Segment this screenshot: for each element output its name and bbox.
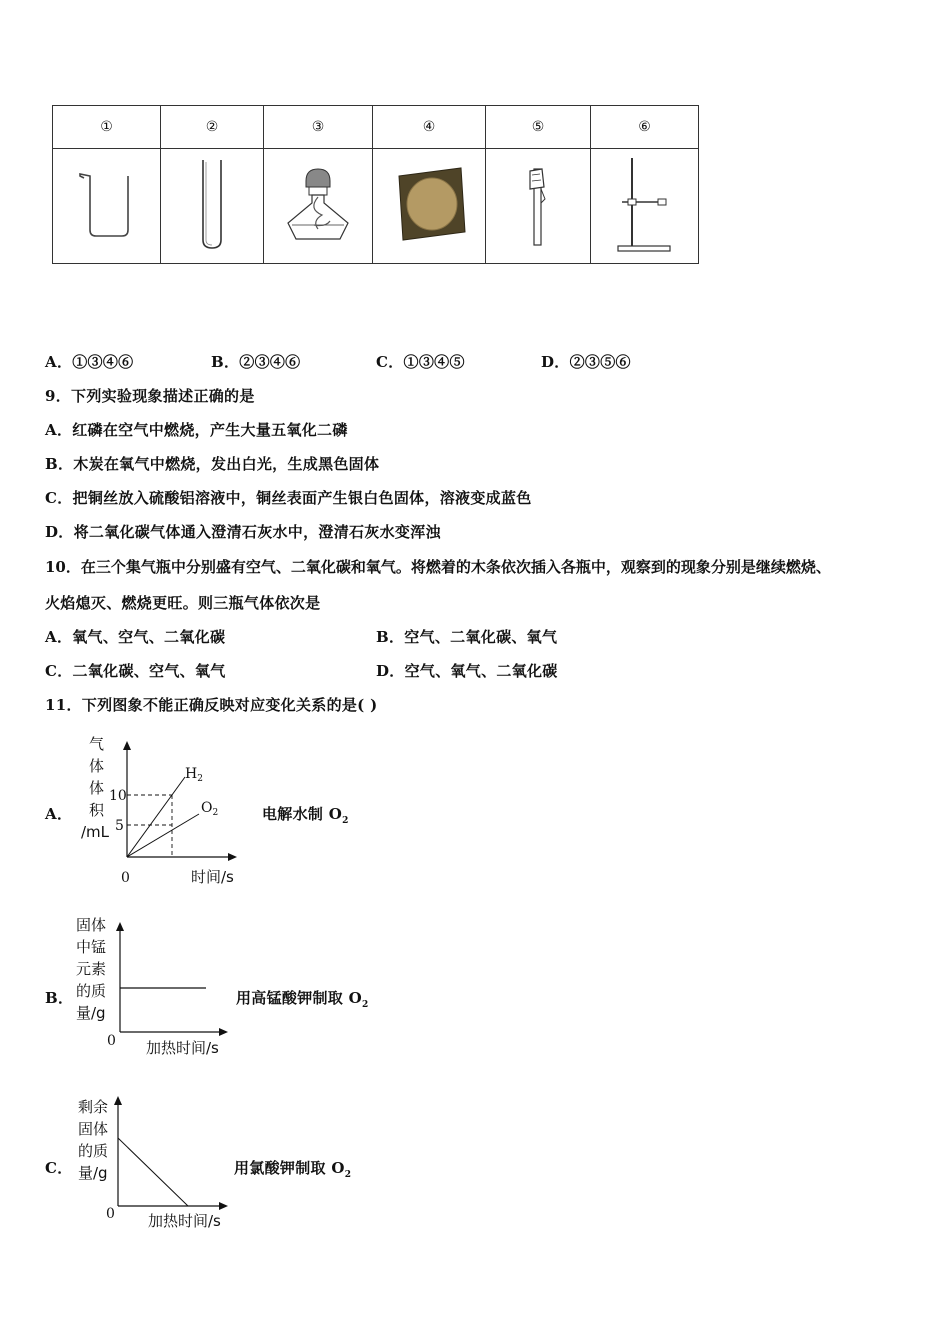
q10-option-c: C．二氧化碳、空气、氧气 xyxy=(45,662,226,680)
graph-c-y-arrow xyxy=(114,1096,122,1105)
col-header-2: ② xyxy=(161,106,264,149)
graph-b-ylabel-1: 固体 xyxy=(76,916,107,934)
graph-a-h2-line xyxy=(127,777,185,857)
graph-a-tick-5: 5 xyxy=(115,818,124,834)
asbestos-gauze-icon xyxy=(389,164,469,244)
apparatus-table xyxy=(52,105,699,264)
col-header-5: ⑤ xyxy=(486,106,591,149)
option-label: D． xyxy=(541,353,570,371)
graph-b-ylabel-2: 中锰 xyxy=(76,938,107,956)
q10-stem-line2: 火焰熄灭、燃烧更旺。则三瓶气体依次是 xyxy=(45,594,321,612)
cell-test-tube xyxy=(161,149,264,264)
q8-option-d xyxy=(541,351,631,372)
q9-option-b: B．木炭在氧气中燃烧，发出白光，生成黑色固体 xyxy=(45,455,380,473)
option-label: B． xyxy=(211,353,240,371)
graph-c-ylabel-1: 剩余 xyxy=(78,1098,109,1116)
graph-a-ylabel-4: 积 xyxy=(89,801,105,819)
option-text: ①③④⑤ xyxy=(403,353,465,371)
graph-c-data-line xyxy=(118,1138,188,1206)
graph-a xyxy=(75,735,250,890)
graph-a-caption: 电解水制 $O_2$ xyxy=(262,805,349,826)
alcohol-lamp-icon xyxy=(278,159,358,249)
col-header-6: ⑥ xyxy=(591,106,699,149)
q10-stem-line1: 10．在三个集气瓶中分别盛有空气、二氧化碳和氧气。将燃着的木条依次插入各瓶中，观察到的现象分别是继续燃烧、 xyxy=(45,558,831,576)
graph-b-ylabel-4: 的质 xyxy=(76,982,107,1000)
graph-a-x-arrow xyxy=(228,853,237,861)
beaker-icon xyxy=(72,164,142,244)
caption-text: 电解水制 O xyxy=(262,805,343,823)
cell-beaker xyxy=(53,149,161,264)
subscript: 2 xyxy=(212,808,219,818)
col-header-1: ① xyxy=(53,106,161,149)
q11-stem: 11．下列图象不能正确反映对应变化关系的是( ) xyxy=(45,696,378,714)
graph-c-caption: 用氯酸钾制取 $O_2$ xyxy=(234,1159,352,1180)
graph-c-ylabel-4: 量/g xyxy=(78,1164,108,1182)
cell-alcohol-lamp xyxy=(264,149,373,264)
graph-b xyxy=(70,910,240,1065)
q8-option-a xyxy=(45,351,133,372)
graph-a-ylabel-5: /mL xyxy=(81,823,110,841)
graph-c-origin: 0 xyxy=(106,1206,115,1222)
graph-a-series-o2: $O_2$ xyxy=(201,800,219,818)
q10-option-b: B．空气、二氧化碳、氧气 xyxy=(376,628,558,646)
caption-text: 用氯酸钾制取 O xyxy=(234,1159,345,1177)
graph-b-origin: 0 xyxy=(107,1033,116,1049)
cell-asbestos-gauze xyxy=(373,149,486,264)
graph-b-xlabel: 加热时间/s xyxy=(146,1039,219,1057)
cell-test-tube-holder xyxy=(486,149,591,264)
q8-option-c xyxy=(376,351,465,372)
graph-c-ylabel-2: 固体 xyxy=(78,1120,109,1138)
cell-iron-stand xyxy=(591,149,699,264)
q9-option-c: C．把铜丝放入硫酸铝溶液中，铜丝表面产生银白色固体，溶液变成蓝色 xyxy=(45,489,532,507)
test-tube-icon xyxy=(192,154,232,254)
graph-a-label: A． xyxy=(45,805,73,823)
graph-a-ylabel-3: 体 xyxy=(89,779,105,797)
graph-c xyxy=(70,1090,240,1235)
test-tube-holder-icon xyxy=(518,159,558,249)
graph-b-ylabel-5: 量/g xyxy=(76,1004,106,1022)
graph-b-ylabel-3: 元素 xyxy=(76,960,107,978)
col-header-4: ④ xyxy=(373,106,486,149)
graph-c-x-arrow xyxy=(219,1202,228,1210)
iron-stand-icon xyxy=(610,152,680,256)
q10-option-d: D．空气、氧气、二氧化碳 xyxy=(376,662,558,680)
q9-option-a: A．红磷在空气中燃烧，产生大量五氧化二磷 xyxy=(45,421,348,439)
graph-a-xlabel: 时间/s xyxy=(191,868,234,886)
graph-a-origin: 0 xyxy=(121,870,130,886)
graph-a-series-h2: $H_2$ xyxy=(185,766,203,784)
graph-b-label: B． xyxy=(45,989,74,1007)
graph-b-caption: 用高锰酸钾制取 $O_2$ xyxy=(236,989,369,1010)
option-text: ②③⑤⑥ xyxy=(569,353,631,371)
option-text: ①③④⑥ xyxy=(72,353,134,371)
option-label: C． xyxy=(376,353,404,371)
q9-option-d: D．将二氧化碳气体通入澄清石灰水中，澄清石灰水变浑浊 xyxy=(45,523,441,541)
q9-stem: 9．下列实验现象描述正确的是 xyxy=(45,387,255,405)
q8-option-b xyxy=(211,351,300,372)
graph-c-ylabel-3: 的质 xyxy=(78,1142,109,1160)
graph-a-tick-10: 10 xyxy=(109,788,127,804)
subscript: 2 xyxy=(197,774,203,784)
graph-b-y-arrow xyxy=(116,922,124,931)
graph-a-o2-line xyxy=(127,814,199,857)
graph-a-y-arrow xyxy=(123,741,131,750)
graph-a-ylabel-1: 气 xyxy=(89,735,105,753)
col-header-3: ③ xyxy=(264,106,373,149)
graph-b-x-arrow xyxy=(219,1028,228,1036)
q10-option-a: A．氧气、空气、二氧化碳 xyxy=(45,628,226,646)
graph-a-ylabel-2: 体 xyxy=(89,757,105,775)
option-text: ②③④⑥ xyxy=(239,353,301,371)
caption-text: 用高锰酸钾制取 O xyxy=(236,989,362,1007)
graph-c-label: C． xyxy=(45,1159,73,1177)
option-label: A． xyxy=(45,353,73,371)
graph-c-xlabel: 加热时间/s xyxy=(148,1212,221,1230)
